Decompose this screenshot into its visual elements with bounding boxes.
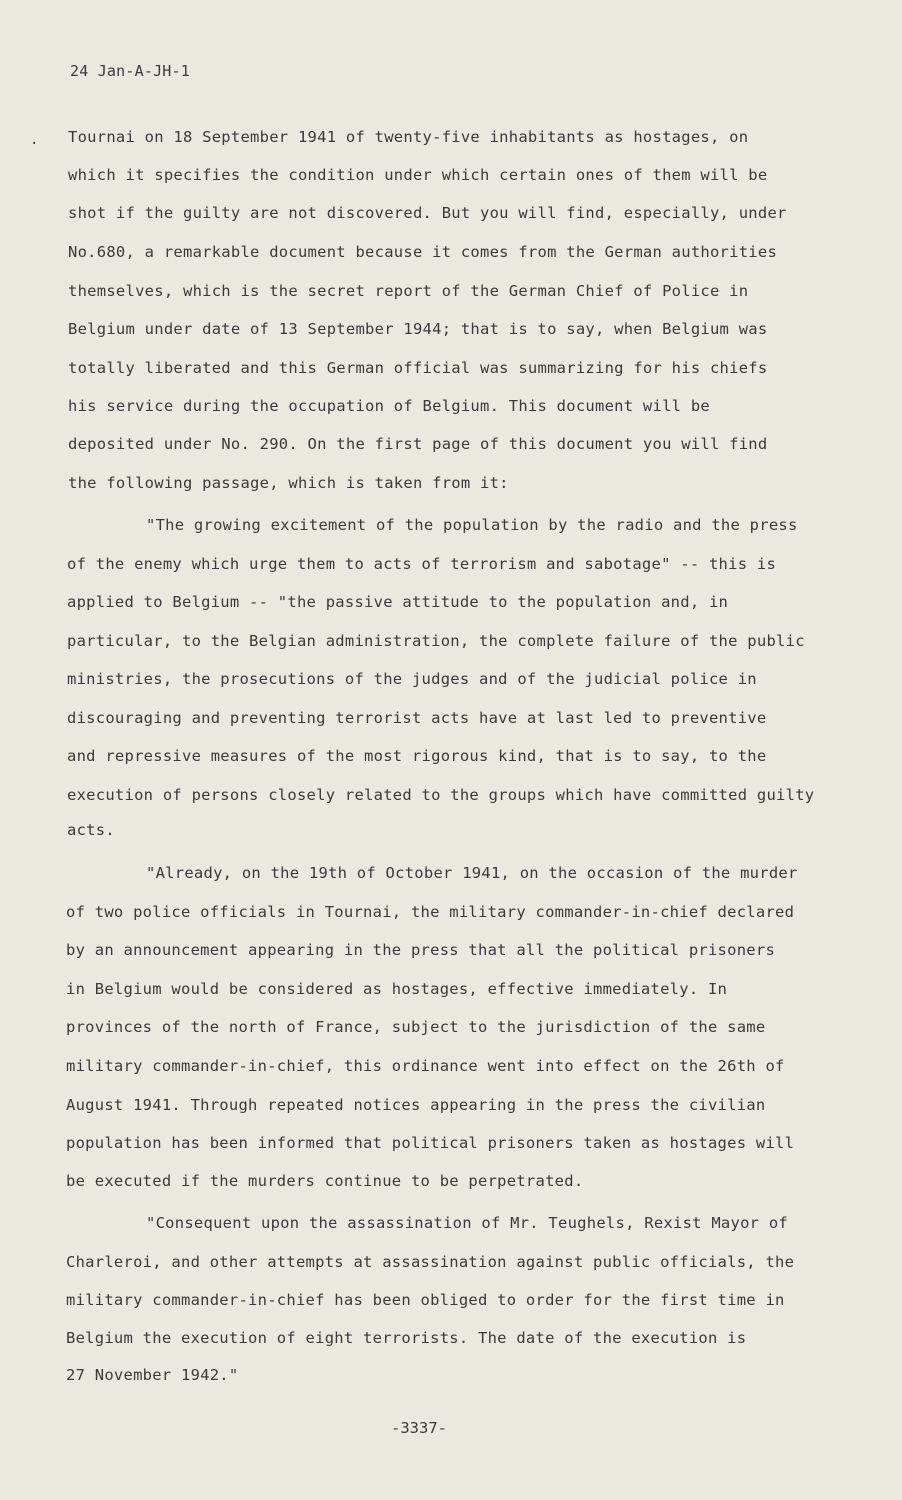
body-line: the following passage, which is taken from it: bbox=[68, 474, 509, 492]
body-line: No.680, a remarkable document because it comes from the German authorities bbox=[68, 243, 778, 261]
quote-line: 27 November 1942." bbox=[66, 1366, 239, 1384]
quote-line: of the enemy which urge them to acts of terrorism and sabotage" -- this is bbox=[67, 555, 777, 573]
quote-line: military commander-in-chief, this ordinance went into effect on the 26th of bbox=[66, 1057, 785, 1075]
body-line: shot if the guilty are not discovered. But you will find, especially, under bbox=[68, 204, 787, 222]
quote-line: execution of persons closely related to the groups which have committed guilty bbox=[67, 786, 815, 804]
quote-line: by an announcement appearing in the press that all the political prisoners bbox=[66, 941, 776, 959]
quote-line: "Already, on the 19th of October 1941, on the occasion of the murder bbox=[146, 864, 798, 882]
body-line: Belgium under date of 13 September 1944; that is to say, when Belgium was bbox=[68, 320, 768, 338]
body-line: Tournai on 18 September 1941 of twenty-five inhabitants as hostages, on bbox=[68, 128, 749, 146]
margin-mark: · bbox=[30, 136, 39, 152]
quote-line: "Consequent upon the assassination of Mr. Teughels, Rexist Mayor of bbox=[146, 1214, 788, 1232]
body-line: totally liberated and this German official was summarizing for his chiefs bbox=[68, 359, 768, 377]
quote-line: military commander-in-chief has been obliged to order for the first time in bbox=[66, 1291, 785, 1309]
quote-line: August 1941. Through repeated notices appearing in the press the civilian bbox=[66, 1096, 766, 1114]
quote-line: in Belgium would be considered as hostages, effective immediately. In bbox=[66, 980, 728, 998]
quote-line: be executed if the murders continue to be perpetrated. bbox=[66, 1172, 584, 1190]
body-line: his service during the occupation of Belgium. This document will be bbox=[68, 397, 710, 415]
body-line: themselves, which is the secret report of the German Chief of Police in bbox=[68, 282, 749, 300]
quote-line: acts. bbox=[67, 821, 115, 839]
quote-line: discouraging and preventing terrorist acts have at last led to preventive bbox=[67, 709, 767, 727]
quote-line: Charleroi, and other attempts at assassination against public officials, the bbox=[66, 1253, 795, 1271]
quote-line: of two police officials in Tournai, the military commander-in-chief declared bbox=[66, 903, 795, 921]
page-number: -3337- bbox=[391, 1419, 447, 1437]
quote-line: ministries, the prosecutions of the judges and of the judicial police in bbox=[67, 670, 757, 688]
body-line: which it specifies the condition under which certain ones of them will be bbox=[68, 166, 768, 184]
quote-line: "The growing excitement of the population by the radio and the press bbox=[146, 516, 798, 534]
quote-line: and repressive measures of the most rigorous kind, that is to say, to the bbox=[67, 747, 767, 765]
quote-line: applied to Belgium -- "the passive attitude to the population and, in bbox=[67, 593, 729, 611]
quote-line: population has been informed that political prisoners taken as hostages will bbox=[66, 1134, 795, 1152]
quote-line: particular, to the Belgian administration, the complete failure of the public bbox=[67, 632, 805, 650]
quote-line: provinces of the north of France, subject to the jurisdiction of the same bbox=[66, 1018, 766, 1036]
body-line: deposited under No. 290. On the first page of this document you will find bbox=[68, 435, 768, 453]
quote-line: Belgium the execution of eight terrorists. The date of the execution is bbox=[66, 1329, 747, 1347]
document-reference: 24 Jan-A-JH-1 bbox=[70, 62, 190, 80]
